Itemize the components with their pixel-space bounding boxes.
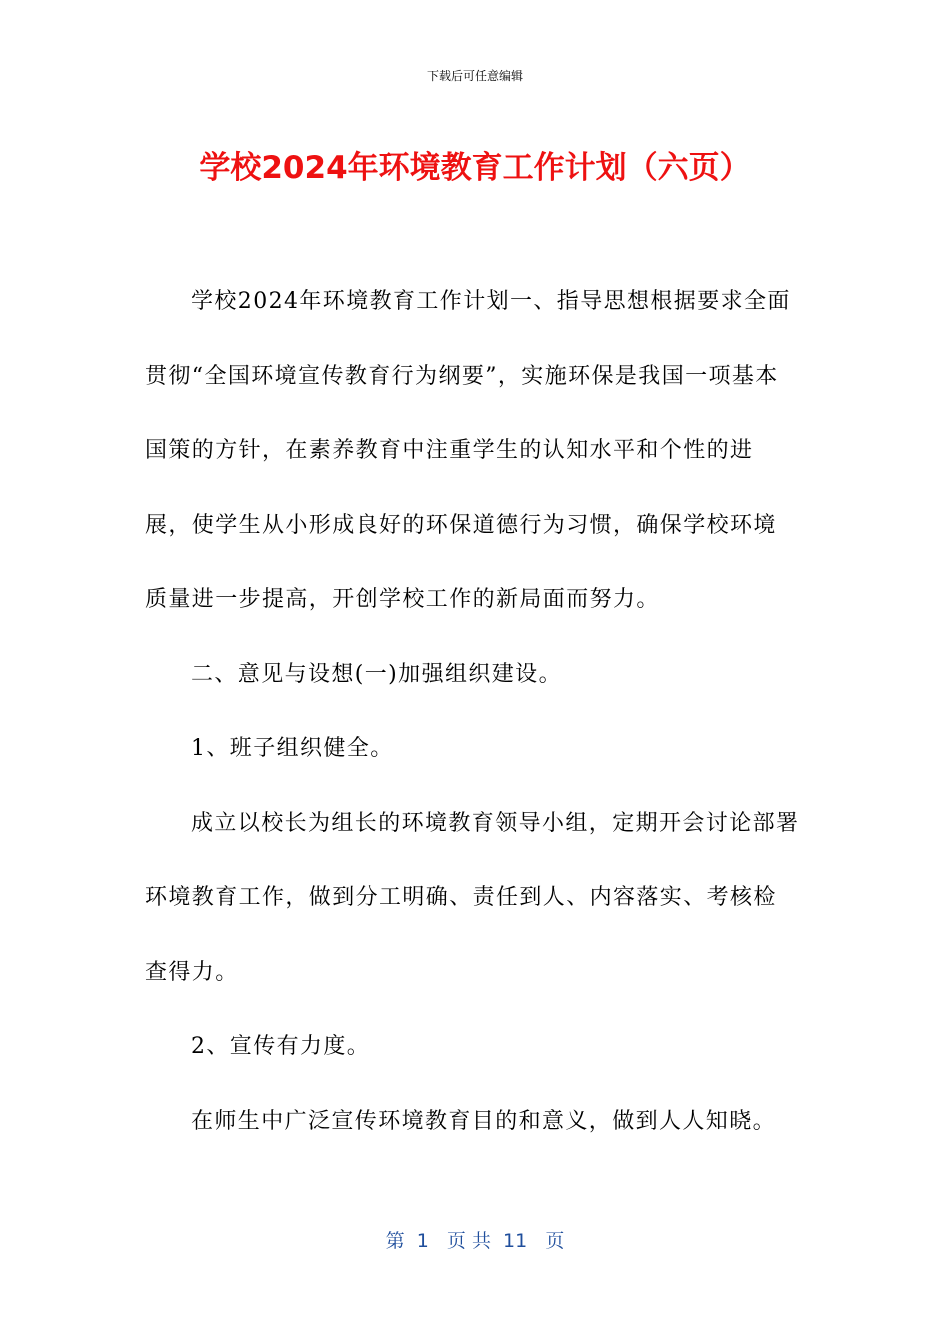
document-title: 学校2024年环境教育工作计划（六页） [199,150,751,186]
page-number-footer: 第 1 页 共 11 页 [385,1230,565,1252]
paragraph-item-2: 2、宣传有力度。 [191,1034,371,1059]
paragraph-publicity: 在师生中广泛宣传环境教育目的和意义，做到人人知晓。 [191,1108,777,1134]
paragraph-item-1: 1、班子组织健全。 [191,736,394,761]
document-body [145,265,800,1159]
paragraph-guiding-thought: 学校2024年环境教育工作计划一、指导思想根据要求全面贯彻“全国环境宣传教育行为纲要”，实施环保是我国一项基本国策的方针，在素养教育中注重学生的认知水平和个性的进展，使学生从小形成良好的环保道德行为习惯，确保学校环境质量进一步提高，开创学校工作的新局面而努力。 [145,289,791,612]
paragraph-leadership-group: 成立以校长为组长的环境教育领导小组，定期开会讨论部署环境教育工作，做到分工明确、责任到人、内容落实、考核检查得力。 [145,810,800,985]
paragraph-section-two: 二、意见与设想(一)加强组织建设。 [191,661,562,687]
header-note: 下载后可任意编辑 [426,69,523,83]
